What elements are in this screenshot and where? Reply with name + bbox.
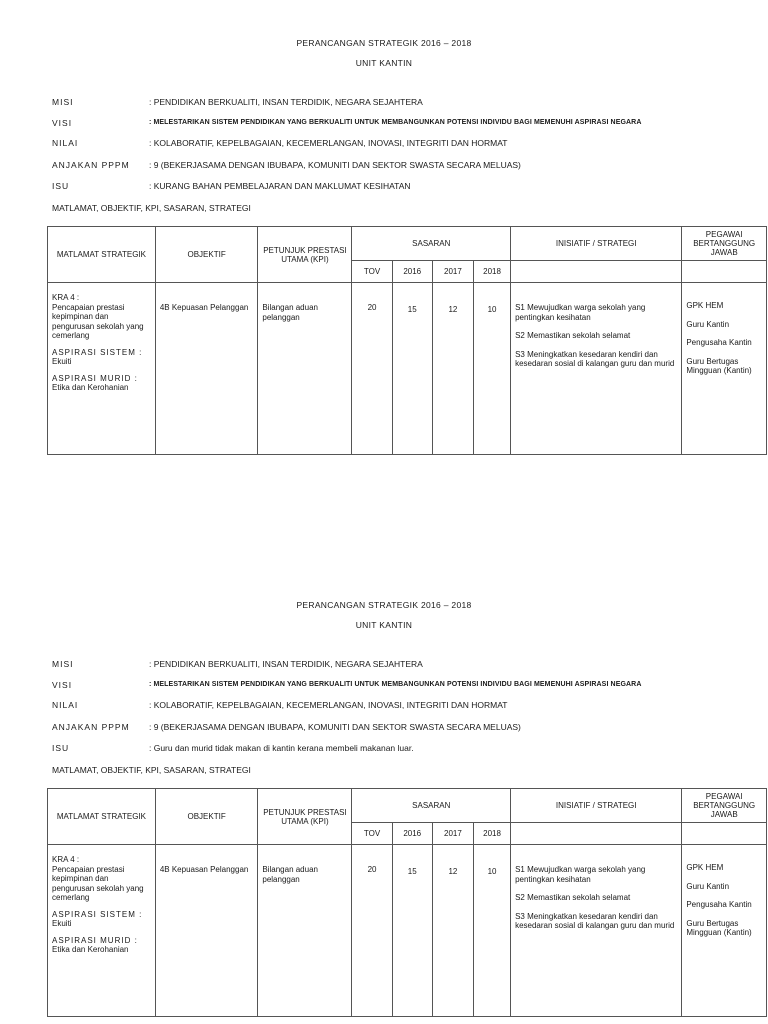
table-subheading: MATLAMAT, OBJEKTIF, KPI, SASARAN, STRATEGI bbox=[52, 765, 251, 775]
unit-name: UNIT KANTIN bbox=[355, 58, 413, 68]
strategy-s1: S1 Mewujudkan warga sekolah yang pentingkan kesihatan bbox=[515, 303, 646, 322]
field-label: ISU bbox=[52, 743, 70, 753]
pegawai-3: Pengusaha Kantin bbox=[686, 338, 752, 347]
cell-2018: 10 bbox=[474, 845, 511, 1017]
field-value: : PENDIDIKAN BERKUALITI, INSAN TERDIDIK, NEGARA SEJAHTERA bbox=[149, 97, 423, 107]
plan-section-1 bbox=[0, 0, 768, 480]
strategy-table bbox=[47, 226, 767, 455]
header-2016: 2016 bbox=[392, 261, 432, 283]
pegawai-4: Guru Bertugas Mingguan (Kantin) bbox=[686, 356, 752, 375]
pegawai-3: Pengusaha Kantin bbox=[686, 900, 752, 909]
pegawai-4: Guru Bertugas Mingguan (Kantin) bbox=[686, 918, 752, 937]
cell-2017: 12 bbox=[432, 845, 473, 1017]
header-matlamat: MATLAMAT STRATEGIK bbox=[48, 789, 156, 845]
plan-section-2 bbox=[0, 562, 768, 1024]
cell-kpi: Bilangan aduan pelanggan bbox=[258, 845, 352, 1017]
pegawai-1: GPK HEM bbox=[686, 301, 724, 310]
header-inisiatif: INISIATIF / STRATEGI bbox=[511, 789, 682, 823]
field-label: VISI bbox=[52, 680, 73, 690]
cell-inisiatif bbox=[511, 283, 682, 455]
aspirasi-murid-label: ASPIRASI MURID : bbox=[52, 373, 138, 383]
cell-tov: 20 bbox=[352, 845, 392, 1017]
header-sasaran: SASARAN bbox=[352, 789, 511, 823]
field-label: ANJAKAN PPPM bbox=[52, 722, 130, 732]
header-tov: TOV bbox=[352, 261, 392, 283]
table-subheading: MATLAMAT, OBJEKTIF, KPI, SASARAN, STRATEGI bbox=[52, 203, 251, 213]
field-value: : KURANG BAHAN PEMBELAJARAN DAN MAKLUMAT KESIHATAN bbox=[149, 181, 411, 191]
field-label: MISI bbox=[52, 97, 74, 107]
kra-text: Pencapaian prestasi kepimpinan dan pengurusan sekolah yang cemerlang bbox=[52, 864, 144, 902]
strategy-table bbox=[47, 788, 767, 1017]
header-objektif: OBJEKTIF bbox=[155, 227, 258, 283]
document-title: PERANCANGAN STRATEGIK 2016 – 2018 bbox=[296, 600, 472, 610]
cell-2016: 15 bbox=[392, 283, 432, 455]
field-label: NILAI bbox=[52, 700, 79, 710]
header-empty bbox=[511, 261, 682, 283]
header-2017: 2017 bbox=[432, 823, 473, 845]
strategy-s3: S3 Meningkatkan kesedaran kendiri dan kesedaran sosial di kalangan guru dan murid bbox=[515, 911, 675, 930]
cell-objektif: 4B Kepuasan Pelanggan bbox=[155, 845, 258, 1017]
field-value: : KOLABORATIF, KEPELBAGAIAN, KECEMERLANGAN, INOVASI, INTEGRITI DAN HORMAT bbox=[149, 700, 508, 710]
header-pegawai: PEGAWAI BERTANGGUNG JAWAB bbox=[682, 789, 767, 823]
field-value: : MELESTARIKAN SISTEM PENDIDIKAN YANG BERKUALITI UNTUK MEMBANGUNKAN POTENSI INDIVIDU BAGI MEMENUHI ASPIRASI NEGARA bbox=[149, 119, 642, 126]
pegawai-2: Guru Kantin bbox=[686, 881, 730, 891]
cell-matlamat bbox=[48, 283, 156, 455]
header-empty bbox=[511, 823, 682, 845]
cell-kpi: Bilangan aduan pelanggan bbox=[258, 283, 352, 455]
header-kpi: PETUNJUK PRESTASI UTAMA (KPI) bbox=[258, 227, 352, 283]
aspirasi-sistem-text: Ekuiti bbox=[52, 357, 72, 366]
header-2016: 2016 bbox=[392, 823, 432, 845]
aspirasi-murid-text: Etika dan Kerohanian bbox=[52, 945, 129, 954]
header-empty bbox=[682, 261, 767, 283]
header-objektif: OBJEKTIF bbox=[155, 789, 258, 845]
header-matlamat: MATLAMAT STRATEGIK bbox=[48, 227, 156, 283]
kra-text: Pencapaian prestasi kepimpinan dan pengurusan sekolah yang cemerlang bbox=[52, 302, 144, 340]
cell-2017: 12 bbox=[432, 283, 473, 455]
header-2018: 2018 bbox=[474, 823, 511, 845]
header-tov: TOV bbox=[352, 823, 392, 845]
header-empty bbox=[682, 823, 767, 845]
field-label: MISI bbox=[52, 659, 74, 669]
cell-matlamat bbox=[48, 845, 156, 1017]
header-2018: 2018 bbox=[474, 261, 511, 283]
field-value: : 9 (BEKERJASAMA DENGAN IBUBAPA, KOMUNITI DAN SEKTOR SWASTA SECARA MELUAS) bbox=[149, 160, 521, 170]
field-label: NILAI bbox=[52, 138, 79, 148]
field-label: VISI bbox=[52, 118, 73, 128]
aspirasi-murid-label: ASPIRASI MURID : bbox=[52, 935, 138, 945]
document-title: PERANCANGAN STRATEGIK 2016 – 2018 bbox=[296, 38, 472, 48]
field-label: ISU bbox=[52, 181, 70, 191]
cell-pegawai bbox=[682, 283, 767, 455]
table-row bbox=[48, 283, 767, 455]
header-2017: 2017 bbox=[432, 261, 473, 283]
strategy-s2: S2 Memastikan sekolah selamat bbox=[515, 331, 631, 340]
cell-objektif: 4B Kepuasan Pelanggan bbox=[155, 283, 258, 455]
pegawai-1: GPK HEM bbox=[686, 863, 724, 872]
field-value: : Guru dan murid tidak makan di kantin kerana membeli makanan luar. bbox=[149, 743, 414, 753]
cell-2016: 15 bbox=[392, 845, 432, 1017]
unit-name: UNIT KANTIN bbox=[355, 620, 413, 630]
header-sasaran: SASARAN bbox=[352, 227, 511, 261]
field-value: : KOLABORATIF, KEPELBAGAIAN, KECEMERLANGAN, INOVASI, INTEGRITI DAN HORMAT bbox=[149, 138, 508, 148]
aspirasi-sistem-text: Ekuiti bbox=[52, 919, 72, 928]
header-inisiatif: INISIATIF / STRATEGI bbox=[511, 227, 682, 261]
cell-pegawai bbox=[682, 845, 767, 1017]
aspirasi-sistem-label: ASPIRASI SISTEM : bbox=[52, 909, 143, 919]
kra-label: KRA 4 : bbox=[52, 855, 80, 864]
field-label: ANJAKAN PPPM bbox=[52, 160, 130, 170]
aspirasi-murid-text: Etika dan Kerohanian bbox=[52, 383, 129, 392]
aspirasi-sistem-label: ASPIRASI SISTEM : bbox=[52, 347, 143, 357]
table-row bbox=[48, 845, 767, 1017]
header-kpi: PETUNJUK PRESTASI UTAMA (KPI) bbox=[258, 789, 352, 845]
strategy-s2: S2 Memastikan sekolah selamat bbox=[515, 893, 631, 902]
strategy-s3: S3 Meningkatkan kesedaran kendiri dan kesedaran sosial di kalangan guru dan murid bbox=[515, 349, 675, 368]
pegawai-2: Guru Kantin bbox=[686, 319, 730, 329]
cell-2018: 10 bbox=[474, 283, 511, 455]
header-pegawai: PEGAWAI BERTANGGUNG JAWAB bbox=[682, 227, 767, 261]
field-value: : 9 (BEKERJASAMA DENGAN IBUBAPA, KOMUNITI DAN SEKTOR SWASTA SECARA MELUAS) bbox=[149, 722, 521, 732]
kra-label: KRA 4 : bbox=[52, 293, 80, 302]
cell-tov: 20 bbox=[352, 283, 392, 455]
field-value: : MELESTARIKAN SISTEM PENDIDIKAN YANG BERKUALITI UNTUK MEMBANGUNKAN POTENSI INDIVIDU BAGI MEMENUHI ASPIRASI NEGARA bbox=[149, 681, 642, 688]
field-value: : PENDIDIKAN BERKUALITI, INSAN TERDIDIK, NEGARA SEJAHTERA bbox=[149, 659, 423, 669]
strategy-s1: S1 Mewujudkan warga sekolah yang pentingkan kesihatan bbox=[515, 865, 646, 884]
cell-inisiatif bbox=[511, 845, 682, 1017]
